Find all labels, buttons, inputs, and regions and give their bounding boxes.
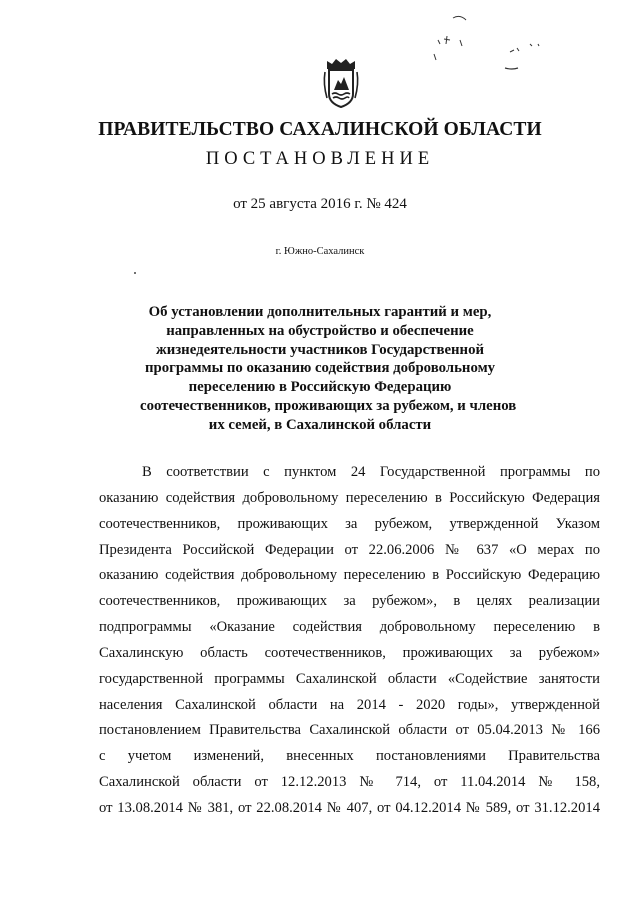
heading-line: жизнедеятельности участников Государственной [155, 341, 485, 358]
government-title: ПРАВИТЕЛЬСТВО САХАЛИНСКОЙ ОБЛАСТИ [98, 119, 542, 140]
body-line: с учетом изменений, внесенных постановлениями Правительства [99, 748, 600, 765]
heading-line: программы по оказанию содействия добровольному [144, 360, 496, 377]
body-line: соотечественников, проживающих за рубежом, утвержденной Указом [99, 515, 600, 532]
body-line: постановлением Правительства Сахалинской области от 05.04.2013 № 166 [99, 722, 600, 739]
heading-line: переселению в Российскую Федерацию [188, 379, 452, 396]
document-heading [140, 303, 517, 435]
heading-line: Об установлении дополнительных гарантий и мер, [148, 304, 492, 320]
body-line: государственной программы Сахалинской области «Содействие занятости [99, 670, 600, 687]
body-line: Сахалинскую область соотечественников, проживающих за рубежом» [99, 644, 600, 661]
body-line: Президента Российской Федерации от 22.06.2006 № 637 «О мерах по [99, 541, 600, 558]
document-type: ПОСТАНОВЛЕНИЕ [205, 149, 435, 169]
coat-of-arms-icon [321, 58, 361, 108]
stray-mark [134, 272, 136, 274]
body-line: оказанию содействия добровольному переселению в Российскую Федерация [99, 489, 600, 506]
heading-line: направленных на обустройство и обеспечение [166, 322, 474, 339]
body-line: В соответствии с пунктом 24 Государственной программы по [142, 464, 600, 480]
body-line: Сахалинской области от 12.12.2013 № 714, от 11.04.2014 № 158, [99, 774, 600, 791]
document-body [99, 460, 600, 822]
heading-line: их семей, в Сахалинской области [208, 416, 432, 433]
body-line: оказанию содействия добровольному переселению в Российскую Федерацию [99, 567, 600, 584]
handwritten-marks [420, 8, 570, 78]
heading-line: соотечественников, проживающих за рубежом, и членов [140, 397, 517, 414]
document-date-number: от 25 августа 2016 г. № 424 [233, 196, 407, 212]
body-line: от 13.08.2014 № 381, от 22.08.2014 № 407, от 04.12.2014 № 589, от 31.12.2014 [99, 799, 600, 816]
body-line: подпрограммы «Оказание содействия добровольному переселению в [99, 619, 600, 636]
body-line: соотечественников, проживающих за рубежом», в целях реализации [99, 593, 600, 610]
document-city: г. Южно-Сахалинск [275, 246, 365, 257]
body-line: населения Сахалинской области на 2014 - 2020 годы», утвержденной [99, 696, 600, 713]
